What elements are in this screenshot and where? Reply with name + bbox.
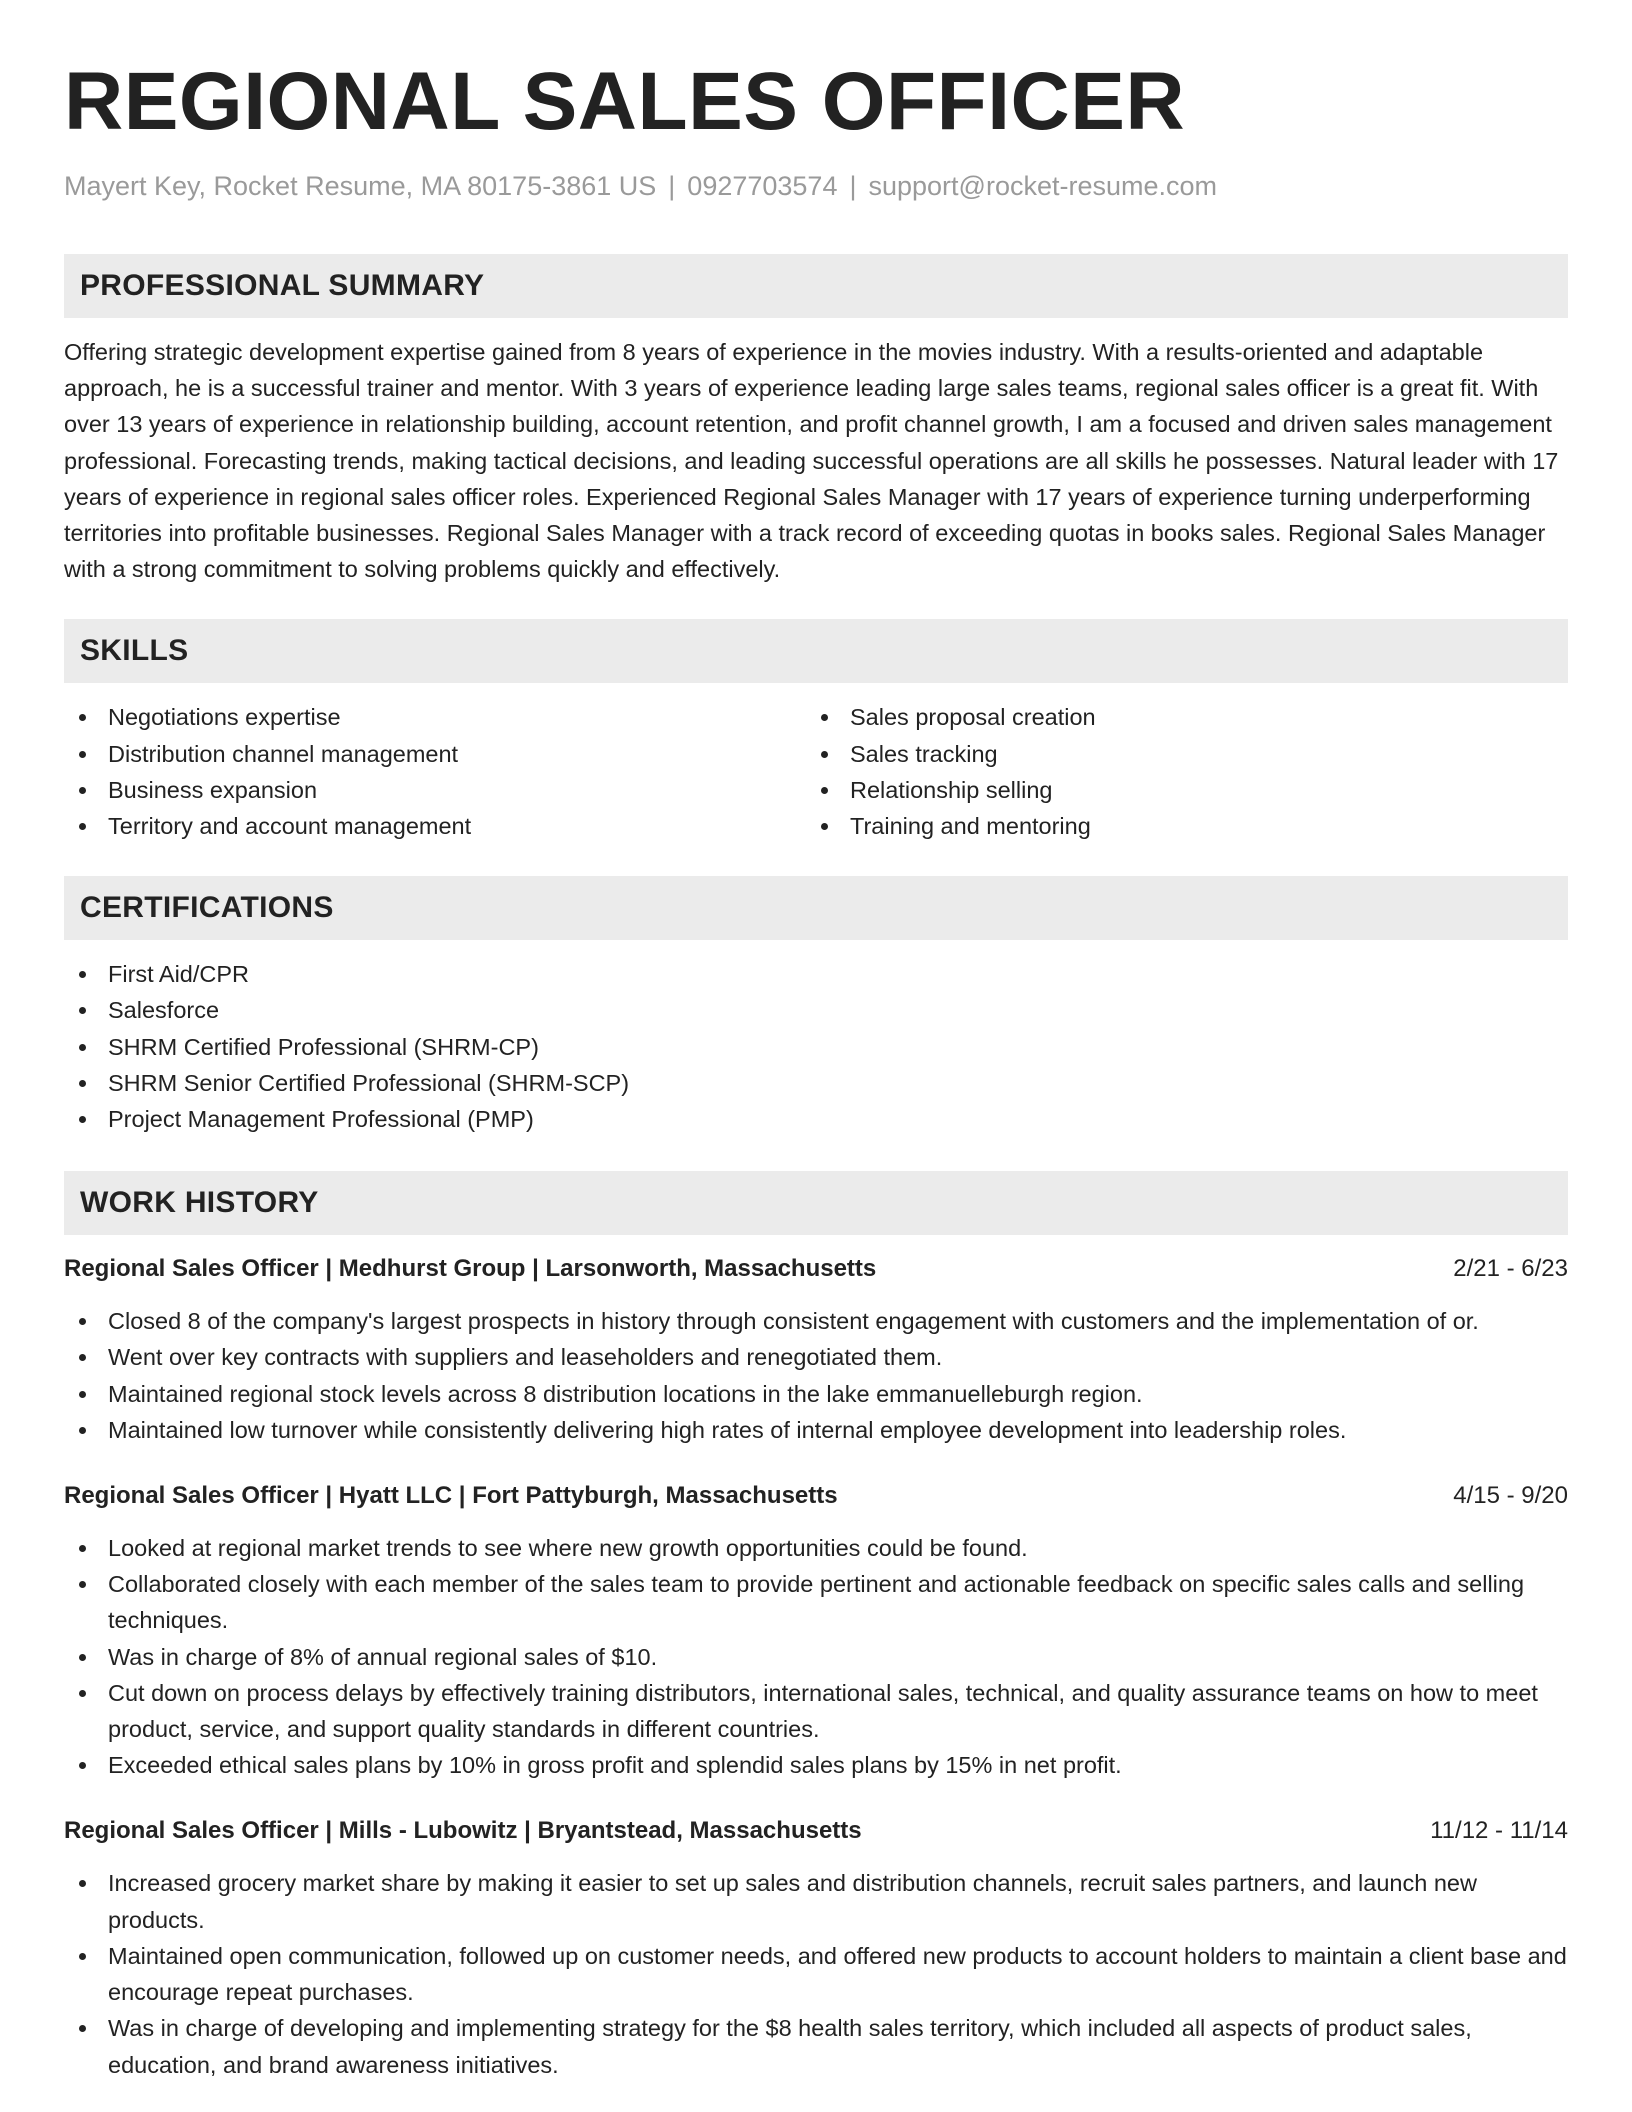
job-heading: Regional Sales Officer | Hyatt LLC | Fort Pattyburgh, Massachusetts bbox=[64, 1482, 838, 1510]
job-header bbox=[64, 1253, 1568, 1285]
job-bullets bbox=[64, 1303, 1568, 1448]
skills-grid bbox=[64, 683, 1568, 844]
contact-separator: | bbox=[849, 171, 857, 201]
job-bullet: Maintained regional stock levels across 8 distribution locations in the lake emmanuelleburgh region. bbox=[64, 1376, 1568, 1412]
job-entry bbox=[64, 1253, 1568, 1448]
skill-item: Sales proposal creation bbox=[806, 699, 1548, 735]
job-dates: 2/21 - 6/23 bbox=[1453, 1255, 1568, 1283]
job-entry bbox=[64, 1480, 1568, 1783]
skill-item: Training and mentoring bbox=[806, 808, 1548, 844]
summary-text: Offering strategic development expertise gained from 8 years of experience in the movies industry. With a results-oriented and adaptable approach, he is a successful trainer and mentor. With 3 years of experience leading large sales teams, regional sales officer is a great fit. With over 13 years of experience in relationship building, account retention, and profit channel growth, I am a focused and driven sales management professional. Forecasting trends, making tactical decisions, and leading successful operations are all skills he possesses. Natural leader with 17 years of experience in regional sales officer roles. Experienced Regional Sales Manager with 17 years of experience turning underperforming territories into profitable businesses. Regional Sales Manager with a track record of exceeding quotas in books sales. Regional Sales Manager with a strong commitment to solving problems quickly and effectively. bbox=[64, 339, 1559, 583]
job-bullet: Exceeded ethical sales plans by 10% in gross profit and splendid sales plans by 15% in net profit. bbox=[64, 1747, 1568, 1783]
contact-line bbox=[64, 168, 1568, 204]
skills-list-left bbox=[64, 699, 806, 844]
job-heading: Regional Sales Officer | Mills - Lubowitz | Bryantstead, Massachusetts bbox=[64, 1817, 862, 1845]
job-bullet: Cut down on process delays by effectively training distributors, international sales, technical, and quality assurance teams on how to meet product, service, and support quality standards in different countries. bbox=[64, 1675, 1568, 1747]
job-bullet: Increased grocery market share by making it easier to set up sales and distribution channels, recruit sales partners, and launch new products. bbox=[64, 1865, 1568, 1937]
job-entry bbox=[64, 1815, 1568, 2082]
summary-section bbox=[64, 254, 1568, 587]
contact-email: support@rocket-resume.com bbox=[868, 171, 1218, 201]
job-header bbox=[64, 1815, 1568, 1847]
job-bullet: Was in charge of 8% of annual regional sales of $10. bbox=[64, 1639, 1568, 1675]
contact-separator: | bbox=[668, 171, 676, 201]
certification-item: Salesforce bbox=[64, 992, 1568, 1028]
certification-item: First Aid/CPR bbox=[64, 956, 1568, 992]
skill-item: Distribution channel management bbox=[64, 736, 806, 772]
certifications-list bbox=[64, 956, 1568, 1137]
resume-page bbox=[64, 52, 1568, 2083]
job-header bbox=[64, 1480, 1568, 1512]
skill-item: Business expansion bbox=[64, 772, 806, 808]
job-bullet: Was in charge of developing and implementing strategy for the $8 health sales territory, which included all aspects of product sales, education, and brand awareness initiatives. bbox=[64, 2010, 1568, 2082]
job-dates: 4/15 - 9/20 bbox=[1453, 1482, 1568, 1510]
certification-item: SHRM Senior Certified Professional (SHRM-SCP) bbox=[64, 1065, 1568, 1101]
contact-address: Mayert Key, Rocket Resume, MA 80175-3861 US bbox=[64, 171, 657, 201]
job-bullets bbox=[64, 1530, 1568, 1783]
summary-heading: PROFESSIONAL SUMMARY bbox=[64, 254, 1568, 318]
job-bullets bbox=[64, 1865, 1568, 2082]
job-bullet: Collaborated closely with each member of the sales team to provide pertinent and actionable feedback on specific sales calls and selling techniques. bbox=[64, 1566, 1568, 1638]
job-heading: Regional Sales Officer | Medhurst Group | Larsonworth, Massachusetts bbox=[64, 1255, 877, 1283]
resume-title: REGIONAL SALES OFFICER bbox=[64, 56, 1186, 147]
certification-item: Project Management Professional (PMP) bbox=[64, 1101, 1568, 1137]
job-bullet: Closed 8 of the company's largest prospects in history through consistent engagement with customers and the implementation of or. bbox=[64, 1303, 1568, 1339]
skills-heading: SKILLS bbox=[64, 619, 1568, 683]
skill-item: Sales tracking bbox=[806, 736, 1548, 772]
certification-item: SHRM Certified Professional (SHRM-CP) bbox=[64, 1029, 1568, 1065]
skill-item: Relationship selling bbox=[806, 772, 1548, 808]
skill-item: Territory and account management bbox=[64, 808, 806, 844]
work-history-section bbox=[64, 1171, 1568, 2082]
work-history-heading: WORK HISTORY bbox=[64, 1171, 1568, 1235]
job-bullet: Looked at regional market trends to see where new growth opportunities could be found. bbox=[64, 1530, 1568, 1566]
job-dates: 11/12 - 11/14 bbox=[1430, 1817, 1568, 1845]
skills-list-right bbox=[806, 699, 1548, 844]
job-bullet: Maintained low turnover while consistently delivering high rates of internal employee development into leadership roles. bbox=[64, 1412, 1568, 1448]
skills-section bbox=[64, 619, 1568, 844]
job-bullet: Went over key contracts with suppliers and leaseholders and renegotiated them. bbox=[64, 1339, 1568, 1375]
skill-item: Negotiations expertise bbox=[64, 699, 806, 735]
contact-phone: 0927703574 bbox=[687, 171, 838, 201]
job-bullet: Maintained open communication, followed up on customer needs, and offered new products to account holders to maintain a client base and encourage repeat purchases. bbox=[64, 1938, 1568, 2010]
certifications-heading: CERTIFICATIONS bbox=[64, 876, 1568, 940]
certifications-section bbox=[64, 876, 1568, 1137]
